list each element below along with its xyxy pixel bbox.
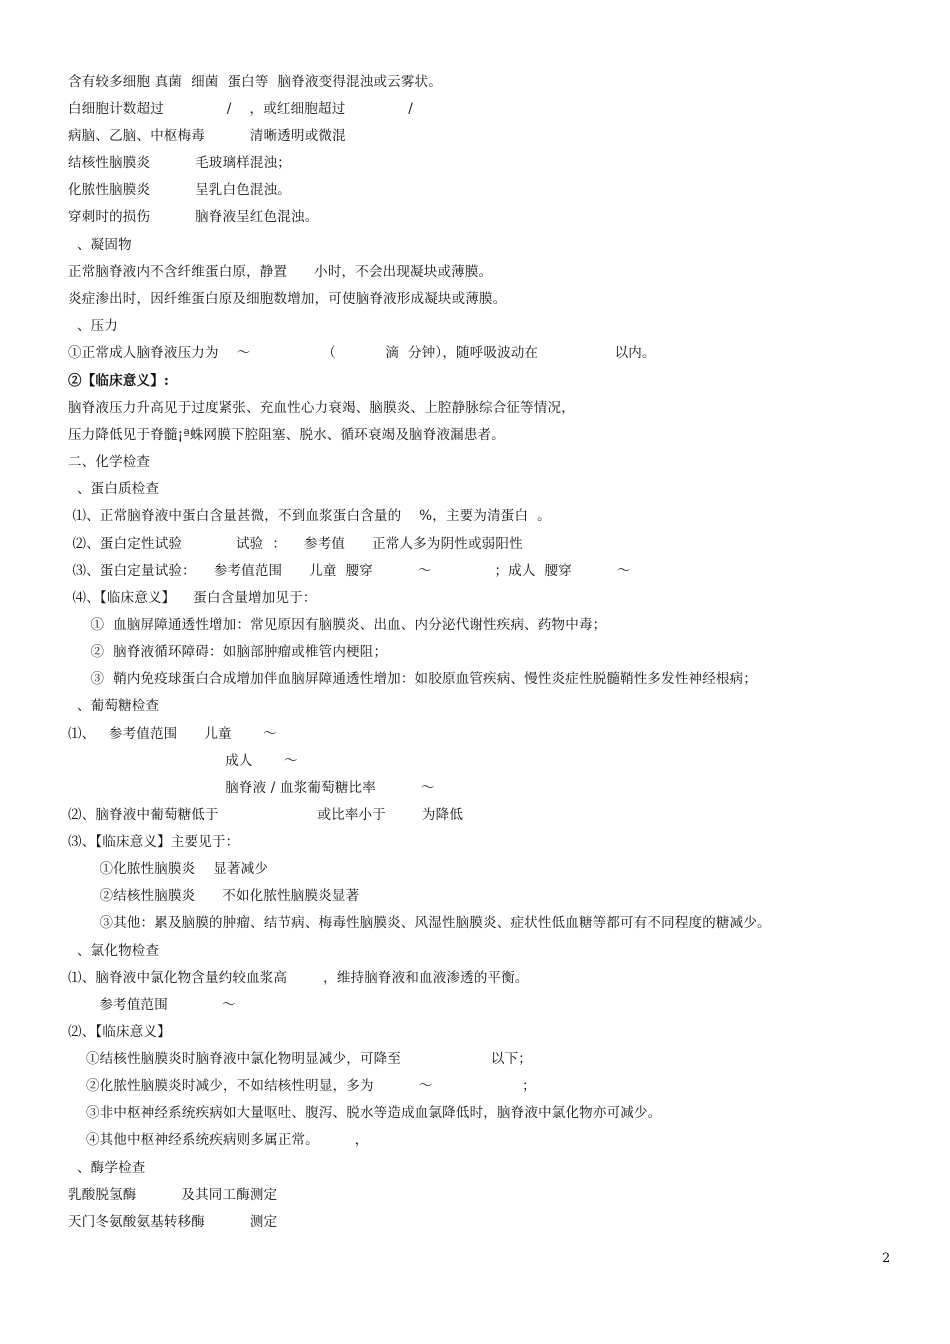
text-line: ⑴、正常脑脊液中蛋白含量甚微，不到血浆蛋白含量的 %，主要为清蛋白 。: [68, 508, 551, 524]
page-number: 2: [882, 1251, 891, 1266]
section-heading: 、蛋白质检查: [68, 481, 160, 497]
list-item: ③ 鞘内免疫球蛋白合成增加伴血脑屏障通透性增加：如胶原血管疾病、慢性炎症性脱髓鞘性多发性神经根病；: [68, 671, 758, 687]
text-line: 压力降低见于脊髓¡ª蛛网膜下腔阻塞、脱水、循环衰竭及脑脊液漏患者。: [68, 427, 505, 443]
section-heading: 、氯化物检查: [68, 943, 160, 959]
text-line: 成人 ～: [68, 753, 298, 769]
list-item: ①化脓性脑膜炎 显著减少: [68, 861, 269, 877]
text-line: 病脑、乙脑、中枢梅毒 清晰透明或微混: [68, 128, 346, 144]
list-item: ② 脑脊液循环障碍：如脑部肿瘤或椎管内梗阻；: [68, 644, 388, 660]
section-heading: 、压力: [68, 318, 119, 334]
text-line: 乳酸脱氢酶 及其同工酶测定: [68, 1187, 278, 1203]
text-line: ⑵、【临床意义】: [68, 1024, 171, 1040]
text-line: 白细胞计数超过 / ，或红细胞超过 /: [68, 101, 414, 117]
list-item: ②化脓性脑膜炎时减少，不如结核性明显，多为 ～ ；: [68, 1078, 536, 1094]
text-line: ⑵、脑脊液中葡萄糖低于 或比率小于 为降低: [68, 807, 464, 823]
text-line: 结核性脑膜炎 毛玻璃样混浊；: [68, 155, 292, 171]
text-line: 脑脊液 / 血浆葡萄糖比率 ～: [68, 780, 435, 796]
text-line: ⑷、【临床意义】 蛋白含量增加见于：: [68, 590, 317, 606]
text-line: 正常脑脊液内不含纤维蛋白原，静置 小时，不会出现凝块或薄膜。: [68, 264, 493, 280]
text-line: ⑴、脑脊液中氯化物含量约较血浆高 ，维持脑脊液和血液渗透的平衡。: [68, 970, 529, 986]
text-line: 化脓性脑膜炎 呈乳白色混浊。: [68, 182, 292, 198]
chapter-heading: 二、化学检查: [68, 454, 151, 470]
section-heading: 、凝固物: [68, 237, 132, 253]
text-line: 天门冬氨酸氨基转移酶 测定: [68, 1214, 278, 1230]
list-item: ①结核性脑膜炎时脑脊液中氯化物明显减少，可降至 以下；: [68, 1051, 532, 1067]
section-heading: 、酶学检查: [68, 1160, 146, 1176]
section-heading: 、葡萄糖检查: [68, 698, 160, 714]
clinical-significance-heading: ②【临床意义】:: [68, 373, 170, 389]
list-item: ③非中枢神经系统疾病如大量呕吐、腹泻、脱水等造成血氯降低时，脑脊液中氯化物亦可减少。: [68, 1105, 662, 1121]
list-item: ① 血脑屏障通透性增加：常见原因有脑膜炎、出血、内分泌代谢性疾病、药物中毒；: [68, 617, 607, 633]
text-line: 穿刺时的损伤 脑脊液呈红色混浊。: [68, 209, 319, 225]
text-line: ⑶、蛋白定量试验： 参考值范围 儿童 腰穿 ～ ；成人 腰穿 ～: [68, 563, 631, 579]
text-line: 脑脊液压力升高见于过度紧张、充血性心力衰竭、脑膜炎、上腔静脉综合征等情况，: [68, 400, 575, 416]
list-item: ③其他：累及脑膜的肿瘤、结节病、梅毒性脑膜炎、风湿性脑膜炎、症状性低血糖等都可有不同程度的糖减少。: [68, 915, 771, 931]
text-line: 参考值范围 ～: [68, 997, 236, 1013]
text-line: ⑶、【临床意义】主要见于：: [68, 834, 240, 850]
text-line: 炎症渗出时，因纤维蛋白原及细胞数增加，可使脑脊液形成凝块或薄膜。: [68, 291, 507, 307]
list-item: ④其他中枢神经系统疾病则多属正常。 ，: [68, 1132, 369, 1148]
text-line: ⑵、蛋白定性试验 试验 ： 参考值 正常人多为阴性或弱阳性: [68, 536, 523, 552]
text-line: ①正常成人脑脊液压力为 ～ （ 滴 分钟），随呼吸波动在 以内。: [68, 345, 656, 361]
text-line: 含有较多细胞 真菌 细菌 蛋白等 脑脊液变得混浊或云雾状。: [68, 74, 442, 90]
list-item: ②结核性脑膜炎 不如化脓性脑膜炎显著: [68, 888, 360, 904]
text-line: ⑴、 参考值范围 儿童 ～: [68, 726, 277, 742]
